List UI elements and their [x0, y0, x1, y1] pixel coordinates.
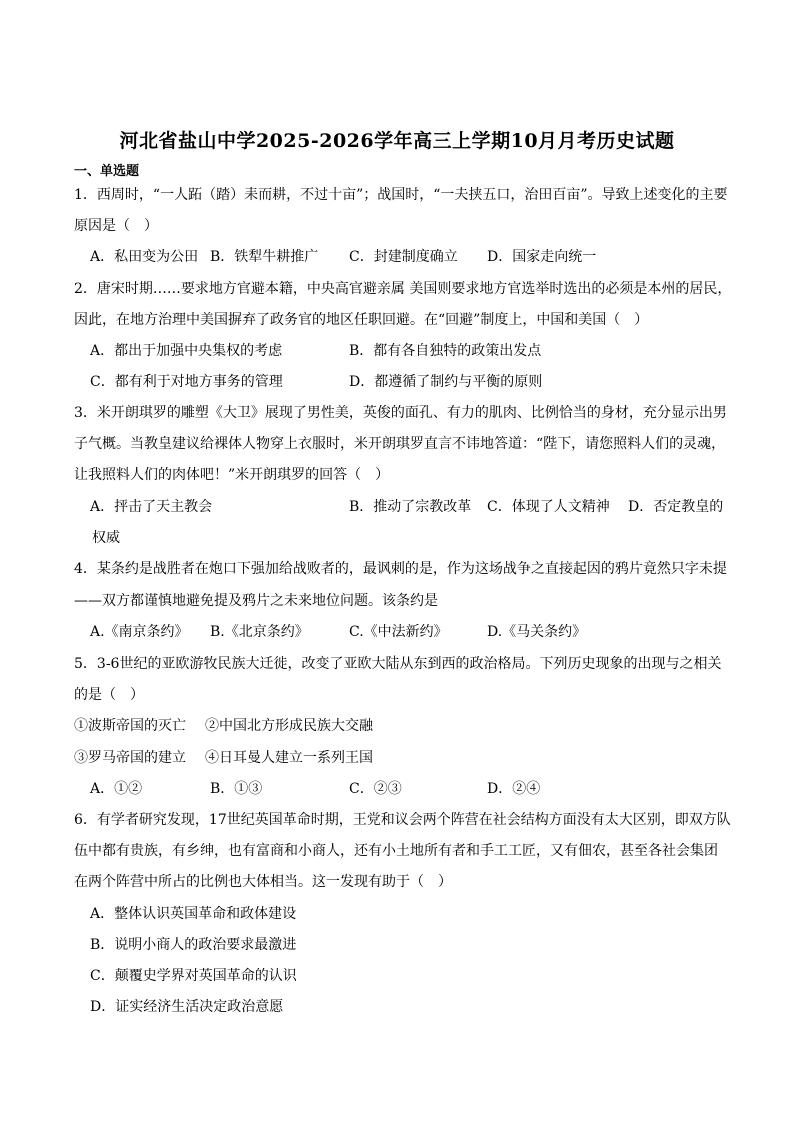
- question-text: 原因是（ ）: [74, 218, 158, 234]
- question-text: 1．西周时，“一人跖（踏）耒而耕，不过十亩”；战国时，“一夫挟五口，治田百亩”。导致上述变化的主要: [74, 187, 728, 203]
- option-d[interactable]: D．证实经济生活决定政治意愿: [90, 999, 284, 1015]
- option-c[interactable]: C．封建制度确立: [349, 249, 458, 265]
- option-c[interactable]: C．②③: [349, 781, 402, 797]
- option-b[interactable]: B．都有各自独特的政策出发点: [349, 343, 542, 359]
- option-a[interactable]: A．抨击了天主教会: [90, 499, 213, 515]
- question-text: 让我照料人们的肉体吧！”米开朗琪罗的回答（ ）: [74, 467, 390, 483]
- option-a[interactable]: A．私田变为公田: [90, 249, 199, 265]
- option-c[interactable]: C.《中法新约》: [349, 624, 448, 640]
- statement-1: ①波斯帝国的灭亡: [74, 718, 186, 734]
- option-d-continued: 权威: [92, 530, 120, 546]
- question-text: 6．有学者研究发现，17世纪英国革命时期，王党和议会两个阵营在社会结构方面没有太大区别，即双方队: [74, 812, 731, 828]
- option-b[interactable]: B．说明小商人的政治要求最激进: [90, 937, 297, 953]
- option-c[interactable]: C．颠覆史学界对英国革命的认识: [90, 968, 297, 984]
- exam-title: 河北省盐山中学2025-2026学年高三上学期10月月考历史试题: [119, 130, 675, 152]
- option-d[interactable]: D．国家走向统一: [487, 249, 597, 265]
- question-text: 子气概。当教皇建议给裸体人物穿上衣服时，米开朗琪罗直言不讳地答道：“陛下，请您照料人们的灵魂，: [74, 436, 726, 452]
- question-text: 在两个阵营中所占的比例也大体相当。这一发现有助于（ ）: [74, 874, 452, 890]
- option-a[interactable]: A.《南京条约》: [90, 624, 189, 640]
- statement-4: ④日耳曼人建立一系列王国: [205, 750, 373, 766]
- question-text: 2．唐宋时期……要求地方官避本籍，中央高官避亲属 美国则要求地方官选举时选出的必须是本州的居民，: [74, 281, 732, 297]
- option-a[interactable]: A．①②: [90, 781, 143, 797]
- option-a[interactable]: A．整体认识英国革命和政体建设: [90, 906, 297, 922]
- question-text: 因此，在地方治理中美国摒弃了政务官的地区任职回避。在“回避”制度上，中国和美国（ ）: [74, 312, 649, 328]
- option-d[interactable]: D．都遵循了制约与平衡的原则: [349, 374, 543, 390]
- option-d[interactable]: D．②④: [487, 781, 541, 797]
- question-text: 4．某条约是战胜者在炮口下强加给战败者的，最讽刺的是，作为这场战争之直接起因的鸦片竟然只字未提: [74, 561, 727, 577]
- option-b[interactable]: B.《北京条约》: [210, 624, 309, 640]
- section-heading: 一、单选题: [74, 164, 140, 179]
- option-d[interactable]: D.《马关条约》: [487, 624, 587, 640]
- option-b[interactable]: B．铁犁牛耕推广: [210, 249, 319, 265]
- option-d[interactable]: D．否定教皇的: [628, 499, 724, 515]
- option-a[interactable]: A．都出于加强中央集权的考虑: [90, 343, 283, 359]
- option-b[interactable]: B．推动了宗教改革: [349, 499, 472, 515]
- statement-2: ②中国北方形成民族大交融: [205, 718, 373, 734]
- statement-3: ③罗马帝国的建立: [74, 750, 186, 766]
- option-c[interactable]: C．都有利于对地方事务的管理: [90, 374, 283, 390]
- question-text: 伍中都有贵族，有乡绅，也有富商和小商人，还有小土地所有者和手工工匠，又有佃农，甚至各社会集团: [74, 843, 718, 859]
- question-text: 3．米开朗琪罗的雕塑《大卫》展现了男性美，英俊的面孔、有力的肌肉、比例恰当的身材，充分显示出男: [74, 405, 727, 421]
- question-text: ——双方都谨慎地避免提及鸦片之未来地位问题。该条约是: [74, 593, 438, 609]
- question-text: 5．3-6世纪的亚欧游牧民族大迁徙，改变了亚欧大陆从东到西的政治格局。下列历史现象的出现与之相关: [74, 656, 722, 672]
- question-text: 的是（ ）: [74, 687, 144, 703]
- option-b[interactable]: B．①③: [210, 781, 263, 797]
- option-c[interactable]: C．体现了人文精神: [487, 499, 610, 515]
